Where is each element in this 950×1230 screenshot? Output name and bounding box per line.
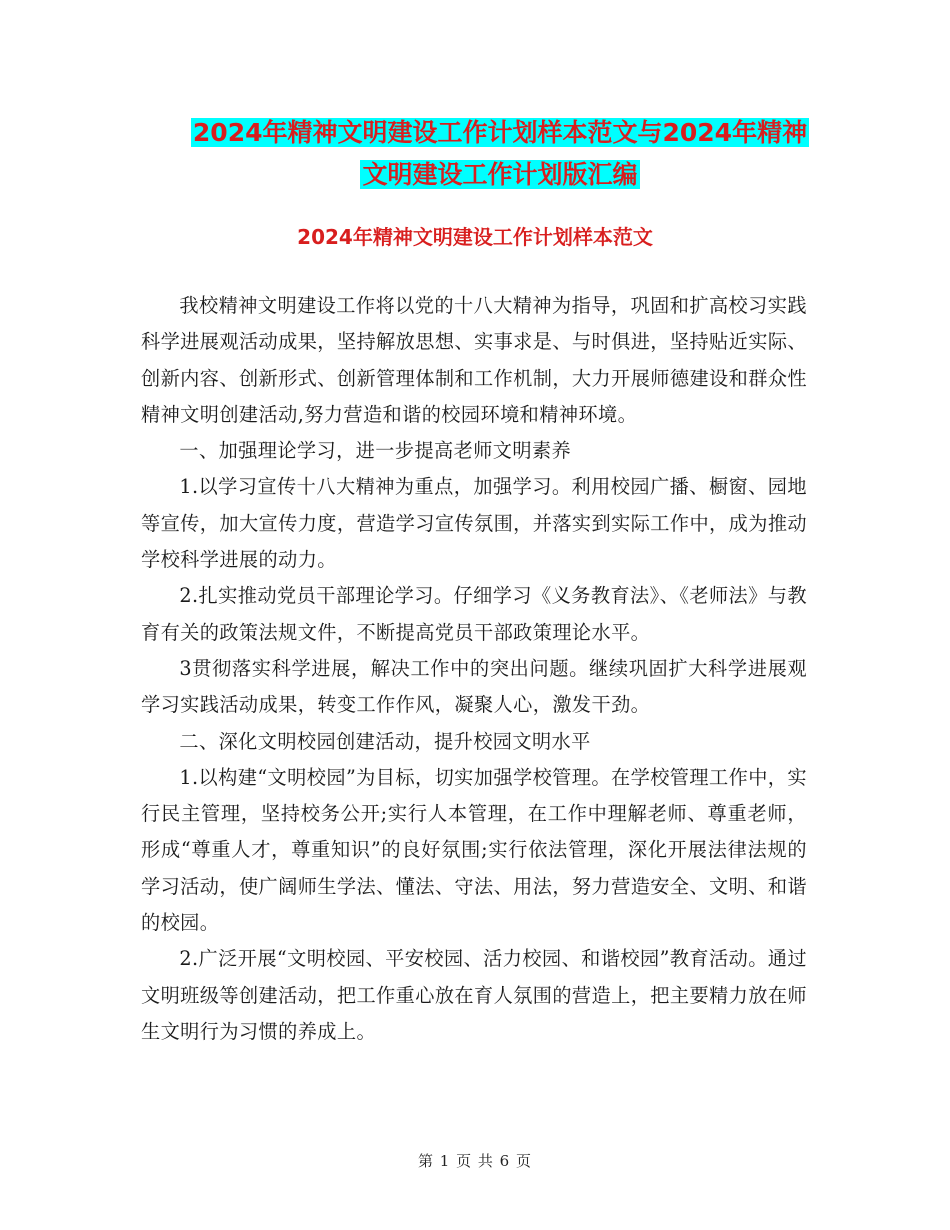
document-body (141, 288, 807, 1050)
section-title: 2024年精神文明建设工作计划样本范文 (297, 225, 653, 249)
paragraph: 1.以构建“文明校园”为目标，切实加强学校管理。在学校管理工作中，实行民主管理，坚持校务公开;实行人本管理，在工作中理解老师、尊重老师，形成“尊重人才，尊重知识”的良好氛围;实行依法管理，深化开展法律法规的学习活动，使广阔师生学法、懂法、守法、用法，努力营造安全、文明、和谐的校园。 (141, 765, 807, 935)
paragraph: 1.以学习宣传十八大精神为重点，加强学习。利用校园广播、橱窗、园地等宣传，加大宣传力度，营造学习宣传氛围，并落实到实际工作中，成为推动学校科学进展的动力。 (141, 475, 807, 572)
document-title-line-1: 2024年精神文明建设工作计划样本范文与2024年精神 (192, 118, 808, 147)
paragraph: 二、深化文明校园创建活动，提升校园文明水平 (179, 729, 591, 753)
document-title (140, 112, 860, 196)
page-footer: 第 1 页 共 6 页 (418, 1152, 532, 1170)
paragraph: 3贯彻落实科学进展，解决工作中的突出问题。继续巩固扩大科学进展观学习实践活动成果，转变工作作风，凝聚人心，激发干劲。 (141, 656, 807, 717)
paragraph: 我校精神文明建设工作将以党的十八大精神为指导，巩固和扩高校习实践科学进展观活动成果，坚持解放思想、实事求是、与时俱进，坚持贴近实际、创新内容、创新形式、创新管理体制和工作机制，大力开展师德建设和群众性精神文明创建活动,努力营造和谐的校园环境和精神环境。 (141, 294, 807, 426)
document-title-line-2: 文明建设工作计划版汇编 (362, 160, 638, 189)
paragraph: 2.扎实推动党员干部理论学习。仔细学习《义务教育法》、《老师法》与教育有关的政策法规文件，不断提高党员干部政策理论水平。 (141, 584, 807, 644)
paragraph: 2.广泛开展“文明校园、平安校园、活力校园、和谐校园”教育活动。通过文明班级等创建活动，把工作重心放在育人氛围的营造上，把主要精力放在师生文明行为习惯的养成上。 (141, 947, 807, 1043)
paragraph: 一、加强理论学习，进一步提高老师文明素养 (179, 439, 572, 463)
